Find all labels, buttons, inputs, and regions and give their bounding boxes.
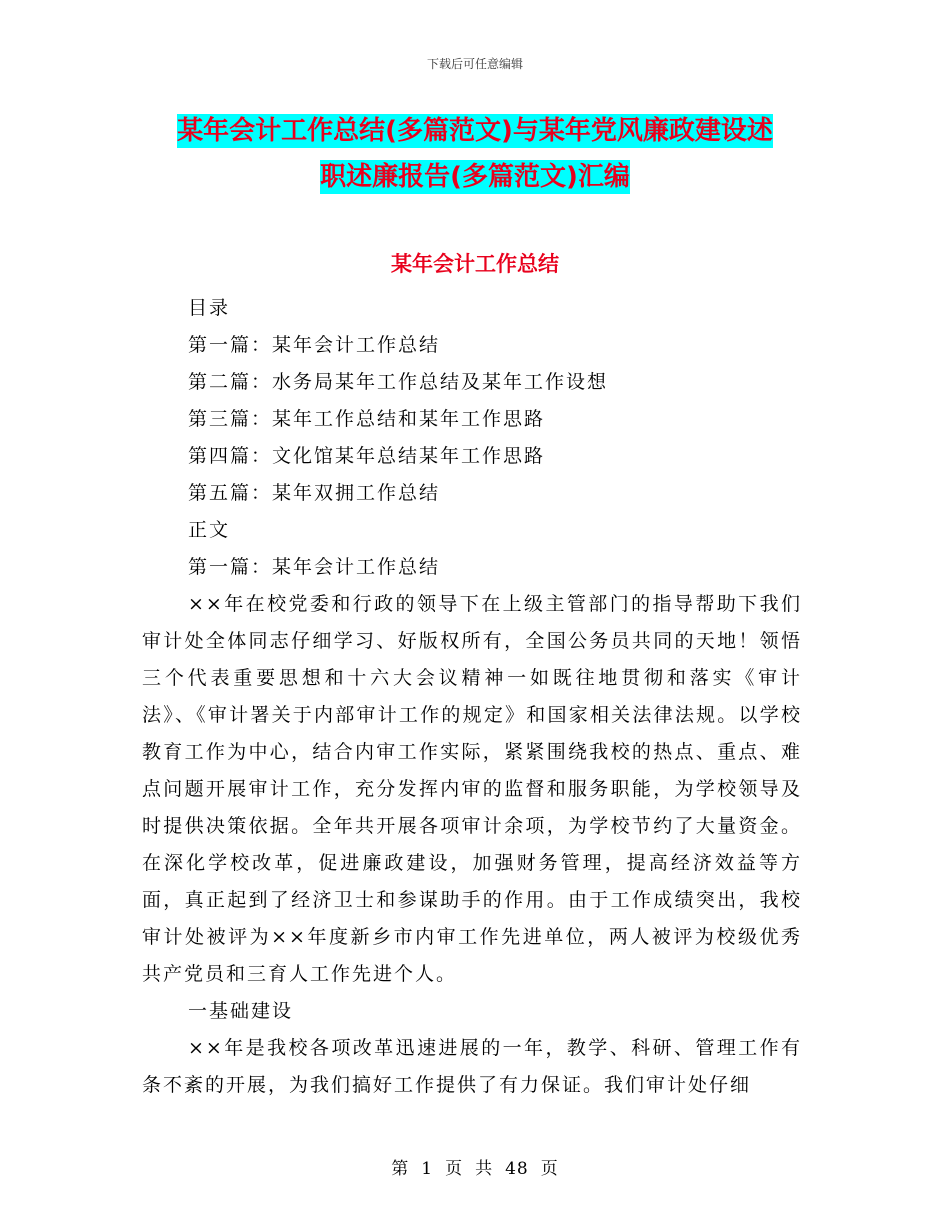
document-body xyxy=(142,290,802,1104)
footer-page-mid: 页 xyxy=(445,1159,464,1179)
chapter-heading: 第一篇：某年会计工作总结 xyxy=(188,556,441,578)
toc-item: 第二篇：水务局某年工作总结及某年工作设想 xyxy=(188,371,609,393)
body-heading: 正文 xyxy=(188,519,231,541)
document-title-line1: 某年会计工作总结(多篇范文)与某年党风廉政建设述 xyxy=(177,116,773,146)
footer-page-number: 1 xyxy=(421,1159,434,1179)
toc-item: 第四篇：文化馆某年总结某年工作思路 xyxy=(188,445,546,467)
subheading: 一基础建设 xyxy=(188,1000,294,1022)
paragraph: ××年是我校各项改革迅速进展的一年，教学、科研、管理工作有条不紊的开展，为我们搞好工作提供了有力保证。我们审计处仔细 xyxy=(142,1037,802,1096)
page-footer xyxy=(0,1154,950,1179)
toc-heading: 目录 xyxy=(188,297,231,319)
document-title xyxy=(145,108,805,200)
footer-page-prefix: 第 xyxy=(391,1159,410,1179)
document-title-line2: 职述廉报告(多篇范文)汇编 xyxy=(320,162,630,192)
footer-total-pages: 48 xyxy=(505,1159,529,1179)
footer-page-suffix: 页 xyxy=(540,1159,559,1179)
paragraph: ××年在校党委和行政的领导下在上级主管部门的指导帮助下我们审计处全体同志仔细学习、好版权所有，全国公务员共同的天地！领悟三个代表重要思想和十六大会议精神一如既往地贯彻和落实《审计法》、《审计署关于内部审计工作的规定》和国家相关法律法规。以学校教育工作为中心，结合内审工作实际，紧紧围绕我校的热点、重点、难点问题开展审计工作，充分发挥内审的监督和服务职能，为学校领导及时提供决策依据。全年共开展各项审计余项，为学校节约了大量资金。在深化学校改革，促进廉政建设，加强财务管理，提高经济效益等方面，真正起到了经济卫士和参谋助手的作用。由于工作成绩突出，我校审计处被评为××年度新乡市内审工作先进单位，两人被评为校级优秀共产党员和三育人工作先进个人。 xyxy=(142,593,802,985)
header-note: 下载后可任意编辑 xyxy=(426,57,523,71)
toc-item: 第一篇：某年会计工作总结 xyxy=(188,334,441,356)
toc-item: 第三篇：某年工作总结和某年工作思路 xyxy=(188,408,546,430)
footer-total-label: 共 xyxy=(475,1159,494,1179)
section-title: 某年会计工作总结 xyxy=(391,252,559,276)
toc-item: 第五篇：某年双拥工作总结 xyxy=(188,482,441,504)
